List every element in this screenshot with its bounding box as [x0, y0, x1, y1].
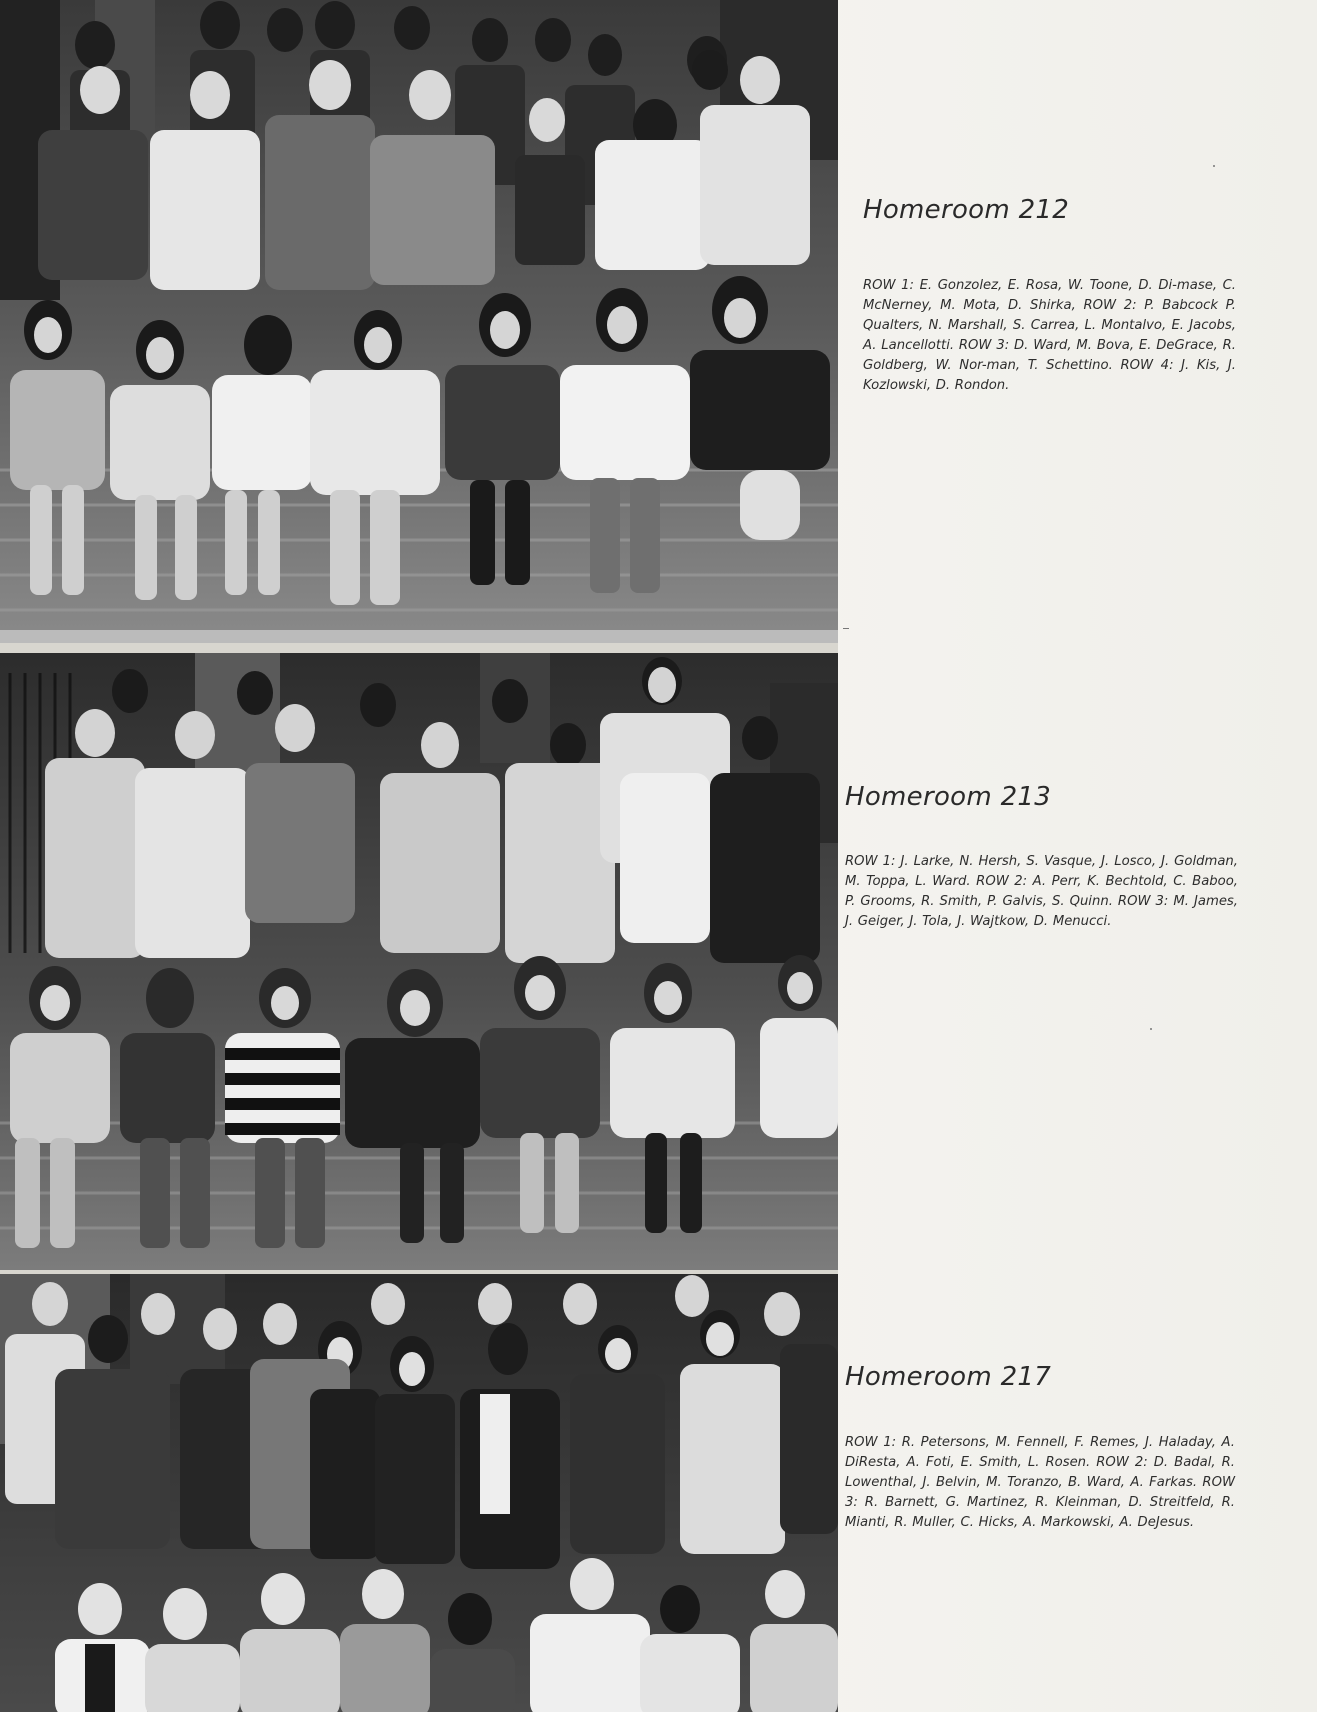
- group-photo-image: [0, 653, 838, 1270]
- homeroom-212-names: ROW 1: E. Gonzolez, E. Rosa, W. Toone, D. Di-mase, C. McNerney, M. Mota, D. Shirka, ROW 2: P. Babcock P. Qualters, N. Marshall, S. Carrea, L. Montalvo, E. Jacobs, A. Lancellotti. ROW 3: D. Ward, M. Bova, E. DeGrace, R. Goldberg, W. Nor-man, T. Schettino. ROW 4: J. Kis, J. Kozlowski, D. Rondon.: [863, 278, 1236, 393]
- homeroom-217-names: ROW 1: R. Petersons, M. Fennell, F. Remes, J. Haladay, A. DiResta, A. Foti, E. Smith, L. Rosen. ROW 2: D. Badal, R. Lowenthal, J. Belvin, M. Toranzo, B. Ward, A. Farkas. ROW 3: R. Barnett, G. Martinez, R. Kleinman, D. Streitfeld, R. Mianti, R. Muller, C. Hicks, A. Markowski, A. DeJesus.: [845, 1435, 1235, 1530]
- homeroom-217-title: Homeroom 217: [845, 1362, 1052, 1392]
- paper-speck: [1213, 165, 1215, 167]
- photo-divider: [0, 643, 838, 653]
- group-photo-217-illustration: [0, 1274, 838, 1712]
- paper-speck: [843, 628, 849, 629]
- homeroom-212-title: Homeroom 212: [863, 195, 1070, 225]
- homeroom-213-photo: [0, 653, 838, 1270]
- homeroom-212-photo: [0, 0, 838, 643]
- group-photo-212-illustration: [0, 0, 838, 643]
- group-photo-213-illustration: [0, 653, 838, 1270]
- homeroom-217-photo: [0, 1274, 838, 1712]
- homeroom-213-names: ROW 1: J. Larke, N. Hersh, S. Vasque, J. Losco, J. Goldman, M. Toppa, L. Ward. ROW 2: A. Perr, K. Bechtold, C. Baboo, P. Grooms, R. Smith, P. Galvis, S. Quinn. ROW 3: M. James, J. Geiger, J. Tola, J. Wajtkow, D. Menucci.: [845, 854, 1238, 929]
- group-photo-image: [0, 0, 838, 643]
- paper-speck: [1150, 1028, 1152, 1030]
- group-photo-image: [0, 1274, 838, 1712]
- homeroom-213-title: Homeroom 213: [845, 782, 1052, 812]
